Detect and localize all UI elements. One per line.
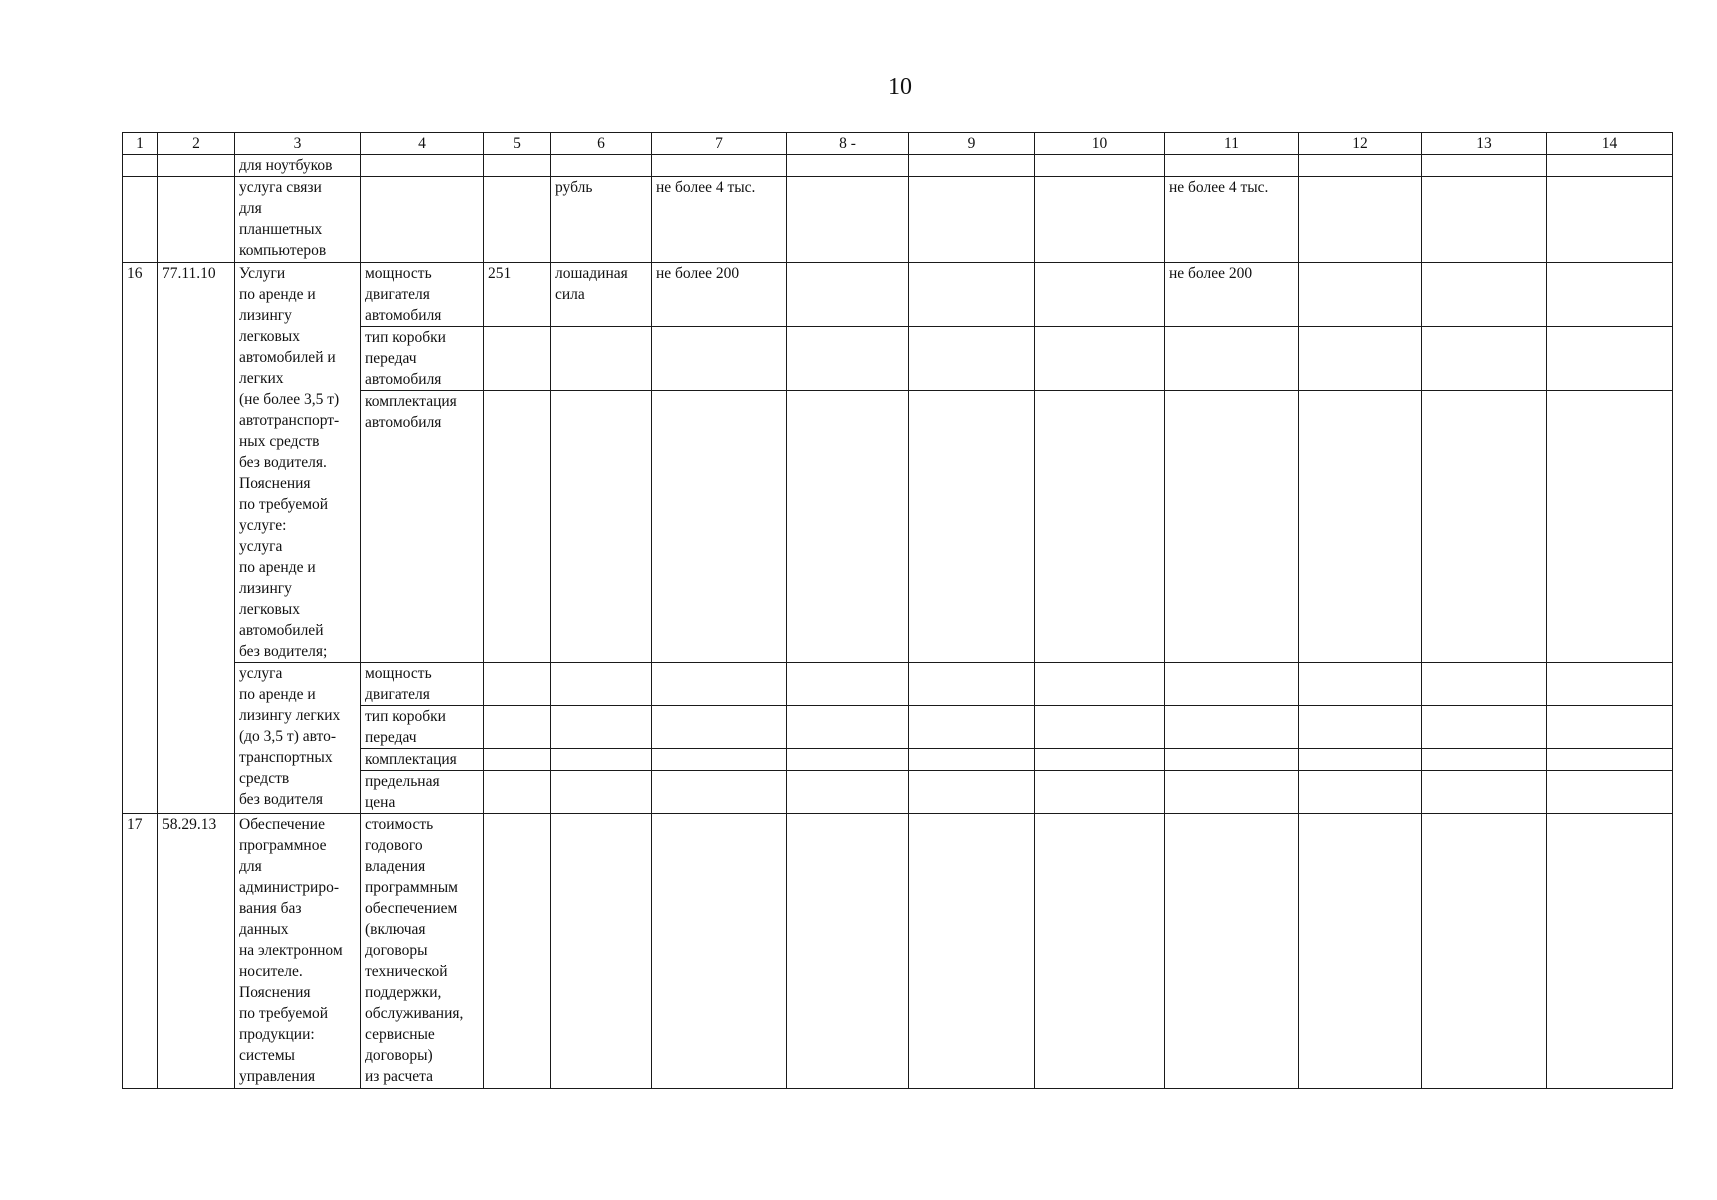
unit-code-cell: 251 (484, 263, 551, 327)
service-description: Обеспечение программное для администриро- вания баз данных на электронном носителе. Пояснения по требуемой продукции: системы управления (235, 814, 361, 1089)
col-header: 14 (1547, 133, 1673, 155)
col-header: 1 (123, 133, 158, 155)
col-header: 10 (1035, 133, 1165, 155)
requirements-table (122, 132, 1673, 1089)
table-row (123, 663, 1673, 706)
value-cell: не более 200 (1165, 263, 1299, 327)
col-header: 6 (551, 133, 652, 155)
service-description: услуга по аренде и лизингу легких (до 3,5 т) авто- транспортных средств без водителя (235, 663, 361, 814)
unit-cell: рубль (551, 177, 652, 263)
table-row (123, 177, 1673, 263)
service-description: Услуги по аренде и лизингу легковых автомобилей и легких (не более 3,5 т) автотранспорт- ных средств без водителя. Пояснения по требуемой услуге: услуга по аренде и лизингу легковых автомобилей без водителя; (235, 263, 361, 663)
value-cell: не более 4 тыс. (1165, 177, 1299, 263)
col-header: 13 (1422, 133, 1547, 155)
value-cell: не более 200 (652, 263, 787, 327)
col-header: 4 (361, 133, 484, 155)
col-header: 8 - (787, 133, 909, 155)
value-cell: не более 4 тыс. (652, 177, 787, 263)
table-row (123, 263, 1673, 327)
col-header: 5 (484, 133, 551, 155)
characteristic-cell: комплектация автомобиля (361, 391, 484, 663)
col-header: 2 (158, 133, 235, 155)
row-number: 17 (123, 814, 158, 1089)
header-row (123, 133, 1673, 155)
characteristic-cell: мощность двигателя (361, 663, 484, 706)
service-description: для ноутбуков (235, 155, 361, 177)
characteristic-cell: тип коробки передач автомобиля (361, 327, 484, 391)
table-row (123, 155, 1673, 177)
characteristic-cell: стоимость годового владения программным обеспечением (включая договоры технической поддержки, обслуживания, сервисные договоры) из расчета (361, 814, 484, 1089)
col-header: 7 (652, 133, 787, 155)
okpd-code: 77.11.10 (158, 263, 235, 814)
col-header: 12 (1299, 133, 1422, 155)
row-number: 16 (123, 263, 158, 814)
col-header: 9 (909, 133, 1035, 155)
page-number: 10 (888, 74, 912, 100)
unit-cell: лошадиная сила (551, 263, 652, 327)
characteristic-cell: мощность двигателя автомобиля (361, 263, 484, 327)
col-header: 11 (1165, 133, 1299, 155)
table-row (123, 814, 1673, 1089)
characteristic-cell: тип коробки передач (361, 706, 484, 749)
okpd-code: 58.29.13 (158, 814, 235, 1089)
characteristic-cell: предельная цена (361, 771, 484, 814)
service-description: услуга связи для планшетных компьютеров (235, 177, 361, 263)
characteristic-cell: комплектация (361, 749, 484, 771)
col-header: 3 (235, 133, 361, 155)
